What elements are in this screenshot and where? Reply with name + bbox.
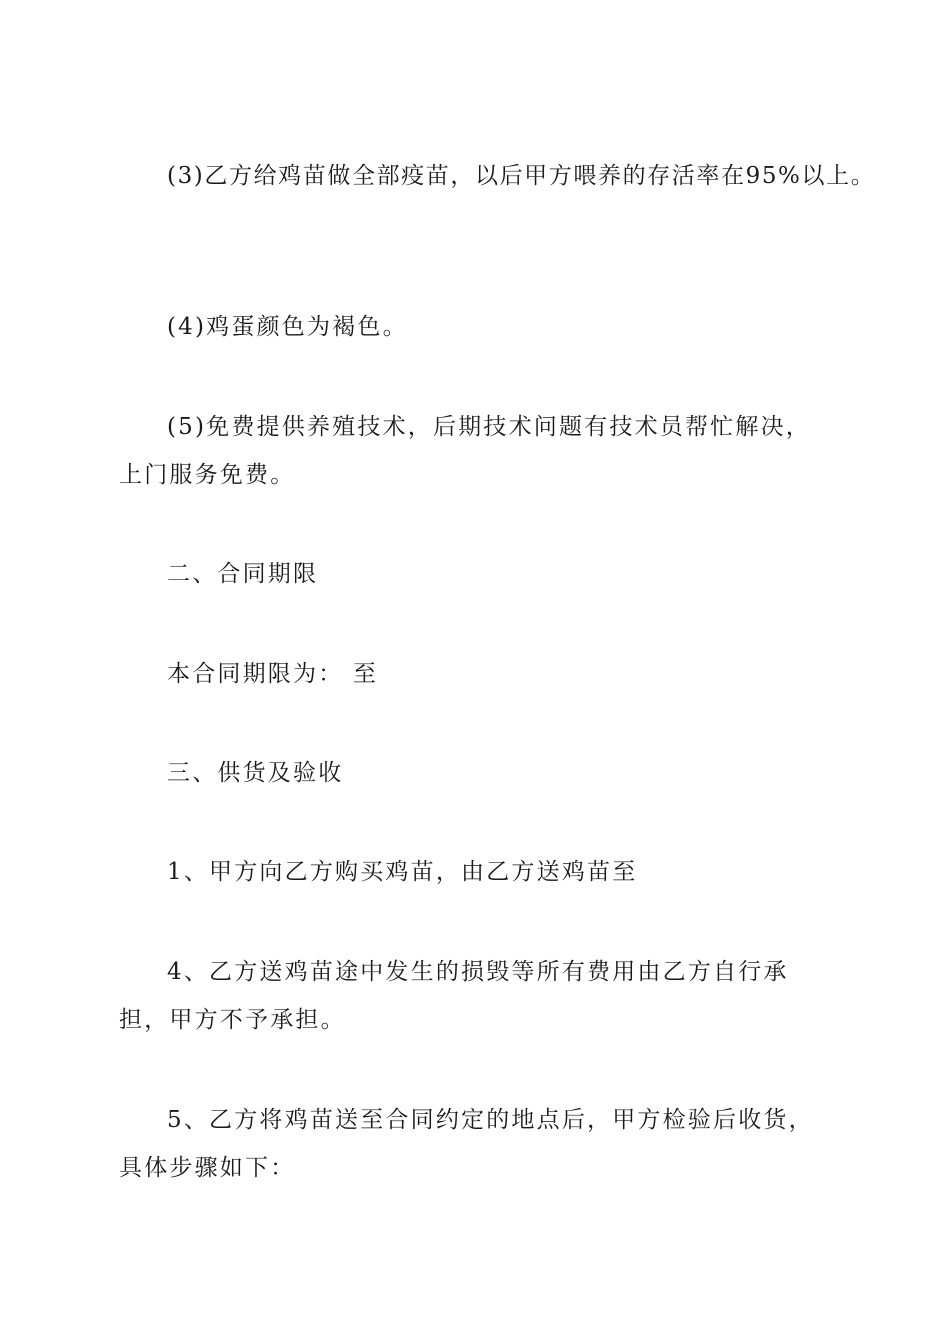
paragraph-egg-color: (4)鸡蛋颜色为褐色。	[167, 314, 408, 340]
section-heading-supply-acceptance: 三、供货及验收	[167, 760, 344, 786]
section-heading-contract-term: 二、合同期限	[167, 561, 319, 587]
paragraph-vaccine-survival: (3)乙方给鸡苗做全部疫苗，以后甲方喂养的存活率在95%以上。	[167, 163, 876, 189]
paragraph-transport-damage: 4、乙方送鸡苗途中发生的损毁等所有费用由乙方自行承担，甲方不予承担。	[119, 959, 789, 1033]
paragraph-inspection-steps: 5、乙方将鸡苗送至合同约定的地点后，甲方检验后收货，具体步骤如下：	[119, 1107, 814, 1181]
paragraph-free-technical-service: (5)免费提供养殖技术，后期技术问题有技术员帮忙解决，上门服务免费。	[119, 414, 811, 488]
paragraph-purchase-delivery: 1、甲方向乙方购买鸡苗，由乙方送鸡苗至	[167, 859, 638, 885]
paragraph-contract-term: 本合同期限为： 至	[167, 661, 379, 687]
